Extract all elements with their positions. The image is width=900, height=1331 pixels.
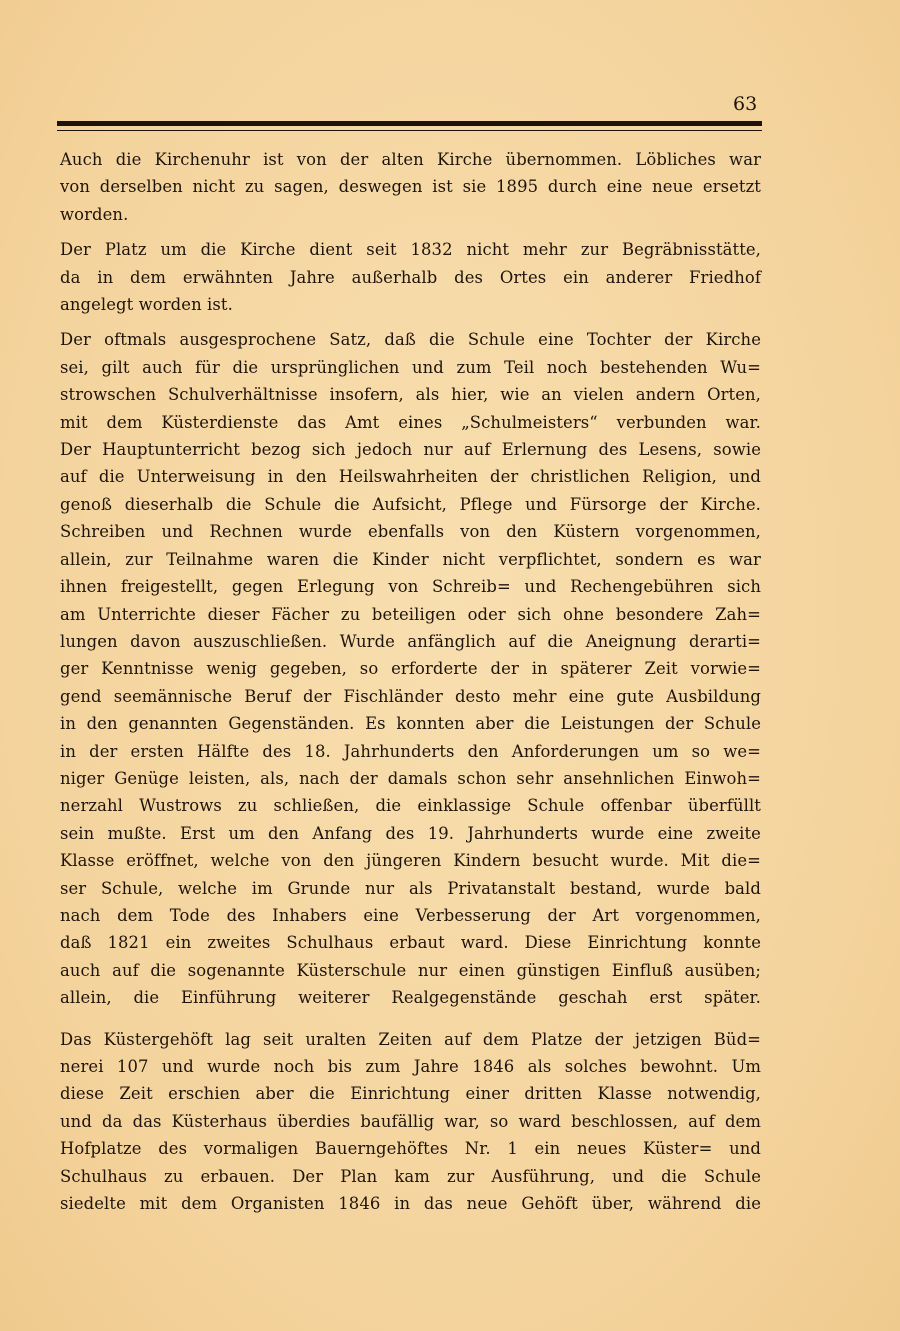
text-line: sei, gilt auch für die ursprünglichen und zum Teil noch bestehenden Wu= — [60, 357, 761, 377]
paragraph-school-history — [60, 326, 761, 1011]
page-number: 63 — [733, 93, 758, 115]
text-line: Auch die Kirchenuhr ist von der alten Kirche übernommen. Löbliches war — [60, 150, 761, 169]
text-line: ger Kenntnisse wenig gegeben, so erforderte der in späterer Zeit vorwie= — [60, 659, 761, 679]
text-line: allein, die Einführung weiterer Realgegenstände geschah erst später. — [60, 988, 761, 1008]
text-line: auch auf die sogenannte Küsterschule nur einen günstigen Einfluß ausüben; — [60, 960, 761, 980]
text-line: siedelte mit dem Organisten 1846 in das neue Gehöft über, während die — [60, 1194, 761, 1214]
text-line: da in dem erwähnten Jahre außerhalb des Ortes ein anderer Friedhof — [60, 267, 761, 287]
paragraph-sexton-farmstead — [60, 1026, 761, 1218]
text-line: auf die Unterweisung in den Heilswahrheiten der christlichen Religion, und — [60, 467, 761, 487]
paragraph-church-clock — [60, 146, 761, 228]
text-line: Der oftmals ausgesprochene Satz, daß die Schule eine Tochter der Kirche — [60, 330, 761, 350]
text-line: daß 1821 ein zweites Schulhaus erbaut ward. Diese Einrichtung konnte — [60, 933, 761, 953]
text-line: lungen davon auszuschließen. Wurde anfänglich auf die Aneignung derarti= — [60, 631, 761, 651]
text-line: strowschen Schulverhältnisse insofern, als hier, wie an vielen andern Orten, — [60, 385, 761, 405]
header-rule — [57, 121, 762, 126]
header-rule-thin — [57, 130, 762, 131]
text-line: Der Platz um die Kirche dient seit 1832 nicht mehr zur Begräbnisstätte, — [60, 240, 761, 260]
text-line: ser Schule, welche im Grunde nur als Privatanstalt bestand, wurde bald — [60, 878, 761, 898]
text-line: von derselben nicht zu sagen, deswegen ist sie 1895 durch eine neue ersetzt — [60, 177, 761, 197]
text-line: und da das Küsterhaus überdies baufällig war, so ward beschlossen, auf dem — [60, 1111, 761, 1131]
text-line: diese Zeit erschien aber die Einrichtung einer dritten Klasse notwendig, — [60, 1084, 761, 1104]
text-line: Der Hauptunterricht bezog sich jedoch nur auf Erlernung des Lesens, sowie — [60, 440, 761, 460]
text-line: in der ersten Hälfte des 18. Jahrhunderts den Anforderungen um so we= — [60, 741, 761, 761]
text-line: genoß dieserhalb die Schule die Aufsicht, Pflege und Fürsorge der Kirche. — [60, 494, 761, 514]
text-line: am Unterrichte dieser Fächer zu beteiligen oder sich ohne besondere Zah= — [60, 604, 761, 624]
text-line: in den genannten Gegenständen. Es konnten aber die Leistungen der Schule — [60, 714, 761, 734]
text-line: nach dem Tode des Inhabers eine Verbesserung der Art vorgenommen, — [60, 905, 761, 925]
text-line: Hofplatze des vormaligen Bauerngehöftes Nr. 1 ein neues Küster= und — [60, 1139, 761, 1159]
text-line: nerei 107 und wurde noch bis zum Jahre 1846 als solches bewohnt. Um — [60, 1057, 761, 1076]
text-line: angelegt worden ist. — [60, 295, 233, 315]
text-line: allein, zur Teilnahme waren die Kinder nicht verpflichtet, sondern es war — [60, 549, 761, 569]
text-line: gend seemännische Beruf der Fischländer desto mehr eine gute Ausbildung — [60, 686, 761, 706]
text-line: Schulhaus zu erbauen. Der Plan kam zur Ausführung, und die Schule — [60, 1166, 761, 1186]
text-line: Das Küstergehöft lag seit uralten Zeiten auf dem Platze der jetzigen Büd= — [60, 1029, 761, 1049]
text-line: sein mußte. Erst um den Anfang des 19. Jahrhunderts wurde eine zweite — [60, 823, 761, 843]
text-line: mit dem Küsterdienste das Amt eines „Schulmeisters“ verbunden war. — [60, 412, 761, 432]
text-line: worden. — [60, 204, 129, 224]
text-line: nerzahl Wustrows zu schließen, die einklassige Schule offenbar überfüllt — [60, 796, 761, 816]
text-line: Schreiben und Rechnen wurde ebenfalls von den Küstern vorgenommen, — [60, 522, 761, 542]
body-text — [60, 146, 761, 1217]
paragraph-churchyard — [60, 236, 761, 318]
text-line: ihnen freigestellt, gegen Erlegung von Schreib= und Rechengebühren sich — [60, 577, 761, 597]
text-line: Klasse eröffnet, welche von den jüngeren Kindern besucht wurde. Mit die= — [60, 851, 761, 871]
text-line: niger Genüge leisten, als, nach der damals schon sehr ansehnlichen Einwoh= — [60, 768, 761, 788]
